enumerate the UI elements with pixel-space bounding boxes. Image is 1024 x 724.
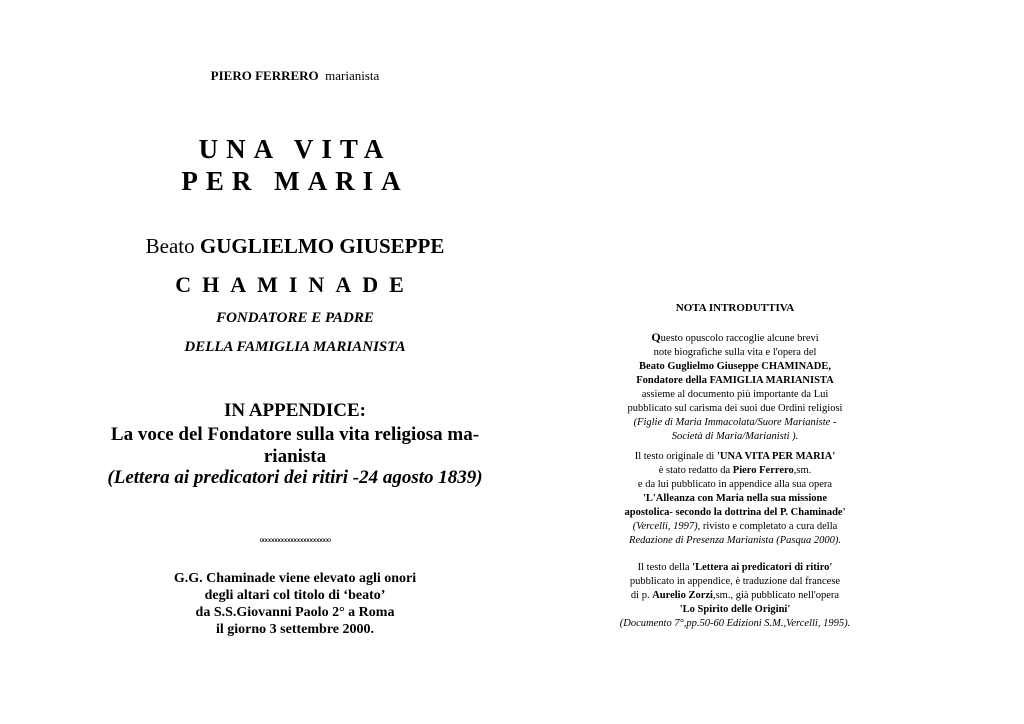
p2-line bbox=[575, 492, 895, 506]
p2-italic: Redazione di Presenza Marianista (Pasqua 2000). bbox=[629, 535, 841, 546]
beato-prefix: Beato bbox=[145, 234, 195, 258]
p2-text: ,sm. bbox=[793, 465, 812, 476]
drop-cap: Q bbox=[651, 330, 661, 344]
p3-line bbox=[575, 589, 895, 603]
fondatore-line-2: DELLA FAMIGLIA MARIANISTA bbox=[184, 339, 406, 355]
nota-paragraph-2 bbox=[575, 450, 895, 548]
p1-line bbox=[575, 416, 895, 430]
notice-line: il giorno 3 settembre 2000. bbox=[216, 622, 374, 637]
p2-text: , rivisto e completato a cura della bbox=[697, 521, 838, 532]
p2-italic: (Vercelli, 1997) bbox=[632, 521, 698, 532]
fondatore-line-1: FONDATORE E PADRE bbox=[216, 310, 374, 326]
p1-text: uesto opuscolo raccoglie alcune brevi bbox=[660, 333, 819, 344]
p1-line bbox=[575, 330, 895, 346]
beato-name: GUGLIELMO GIUSEPPE bbox=[199, 234, 445, 258]
notice-line: G.G. Chaminade viene elevato agli onori bbox=[173, 571, 417, 586]
p3-text: di p. bbox=[630, 590, 653, 601]
p1-line bbox=[575, 430, 895, 444]
author-line bbox=[150, 68, 440, 84]
p2-line bbox=[575, 464, 895, 478]
nota-paragraph-3 bbox=[575, 561, 895, 631]
p2-text: è stato redatto da bbox=[658, 465, 733, 476]
p1-italic: Società di Maria/Marianisti ). bbox=[671, 431, 799, 442]
author-name: PIERO FERRERO bbox=[210, 68, 319, 83]
notice-line: da S.S.Giovanni Paolo 2° a Roma bbox=[195, 605, 395, 620]
appendix-heading: IN APPENDICE: bbox=[224, 400, 366, 421]
notice-line: degli altari col titolo di ‘beato’ bbox=[204, 588, 386, 603]
appendix-line-1: La voce del Fondatore sulla vita religiosa ma- bbox=[110, 424, 480, 445]
beato-heading bbox=[110, 234, 480, 259]
surname-heading: CHAMINADE bbox=[175, 272, 415, 297]
nota-heading: NOTA INTRODUTTIVA bbox=[675, 302, 795, 314]
p2-bold: Piero Ferrero bbox=[732, 465, 794, 476]
p3-line bbox=[575, 603, 895, 617]
beatification-notice bbox=[130, 570, 460, 638]
author-role: marianista bbox=[325, 68, 380, 83]
p1-line: pubblicato sul carisma dei suoi due Ordini religiosi bbox=[627, 403, 843, 414]
p1-italic: (Figlie di Maria Immacolata/Suore Marianiste - bbox=[633, 417, 837, 428]
appendix-line-2: rianista bbox=[263, 446, 327, 467]
p2-line bbox=[575, 534, 895, 548]
p1-bold: Beato Guglielmo Giuseppe CHAMINADE, bbox=[639, 361, 831, 372]
p1-line bbox=[575, 374, 895, 388]
p3-bold: 'Lo Spirito delle Origini' bbox=[679, 604, 791, 615]
p1-line: assieme al documento più importante da Lui bbox=[641, 389, 829, 400]
p2-line: e da lui pubblicato in appendice alla sua opera bbox=[637, 479, 833, 490]
p3-bold: 'Lettera ai predicatori di ritiro' bbox=[692, 562, 833, 573]
p3-line bbox=[575, 561, 895, 575]
p1-line bbox=[575, 360, 895, 374]
ornament-divider: ºººººººººººººººººººººº bbox=[259, 536, 331, 550]
p3-italic: (Documento 7°,pp.50-60 Edizioni S.M.,Vercelli, 1995). bbox=[619, 618, 851, 629]
title-line-1: UNA VITA bbox=[198, 134, 392, 164]
p1-line: note biografiche sulla vita e l'opera del bbox=[653, 347, 817, 358]
p3-bold: Aurelio Zorzi bbox=[652, 590, 713, 601]
p1-bold: Fondatore della FAMIGLIA MARIANISTA bbox=[636, 375, 834, 386]
p3-line bbox=[575, 617, 895, 631]
p2-bold: 'L'Alleanza con Maria nella sua missione bbox=[642, 493, 828, 504]
p2-bold: 'UNA VITA PER MARIA' bbox=[716, 451, 836, 462]
p3-text: Il testo della bbox=[637, 562, 693, 573]
appendix-letter-title: (Lettera ai predicatori dei ritiri -24 agosto 1839) bbox=[107, 467, 483, 488]
p3-text: ,sm., già pubblicato nell'opera bbox=[712, 590, 840, 601]
p2-line bbox=[575, 506, 895, 520]
p2-line bbox=[575, 520, 895, 534]
p2-bold: apostolica- secondo la dottrina del P. Chaminade' bbox=[624, 507, 846, 518]
nota-paragraph-1 bbox=[575, 330, 895, 444]
p2-text: Il testo originale di bbox=[634, 451, 717, 462]
p3-line: pubblicato in appendice, è traduzione dal francese bbox=[629, 576, 841, 587]
p2-line bbox=[575, 450, 895, 464]
title-line-2: PER MARIA bbox=[181, 166, 409, 196]
appendix-text bbox=[100, 424, 490, 468]
